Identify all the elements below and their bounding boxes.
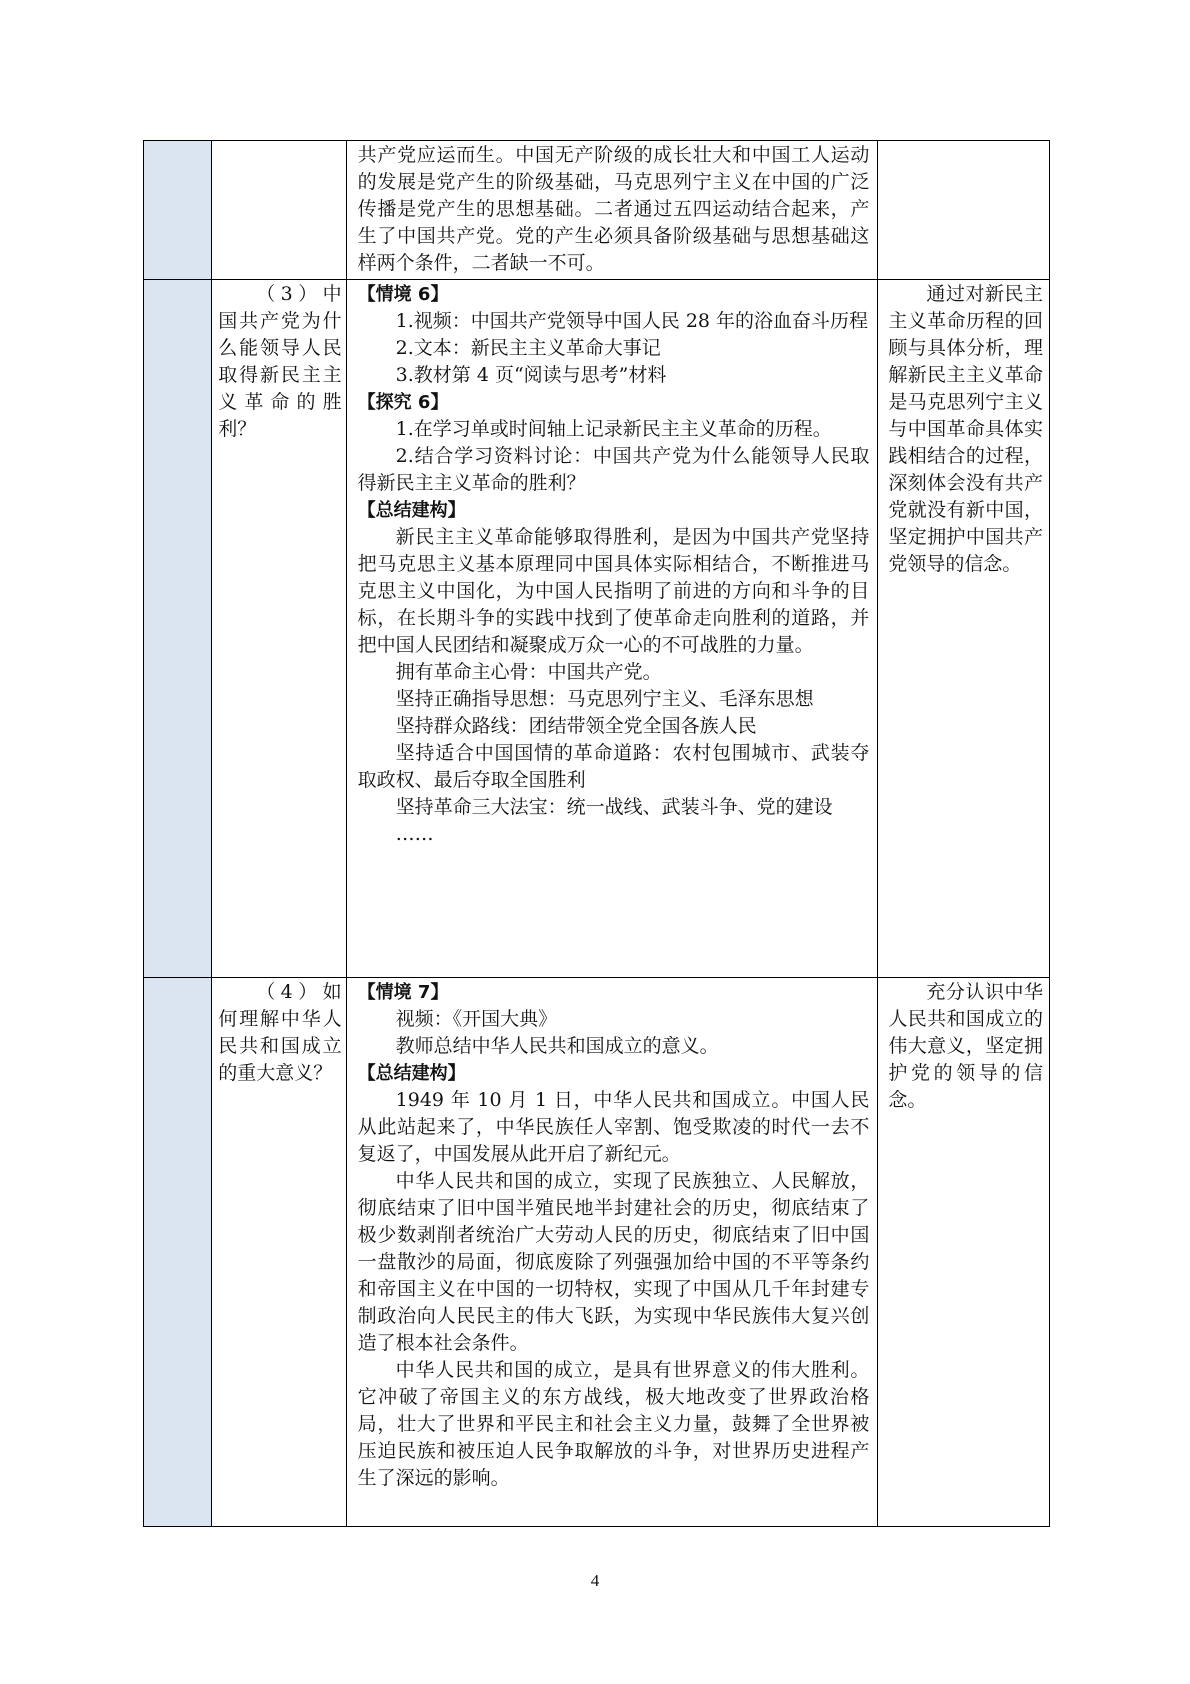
activity-paragraph: …… [395, 823, 434, 845]
activity-paragraph: 2.文本：新民主主义革命大事记 [395, 337, 661, 359]
goal-cell [878, 280, 1050, 978]
page-number: 4 [590, 1571, 600, 1590]
question-cell [212, 280, 346, 978]
section-heading: 【情境 7】 [357, 982, 449, 1003]
question-text: （3）中国共产党为什么能领导人民取得新民主主义革命的胜利？ [218, 283, 342, 440]
activity-cell [346, 978, 878, 1527]
table-row [144, 141, 1050, 280]
table-body [144, 141, 1050, 1527]
activity-paragraph: 1.在学习单或时间轴上记录新民主主义革命的历程。 [395, 418, 832, 440]
activity-paragraph: 2.结合学习资料讨论：中国共产党为什么能领导人民取得新民主主义革命的胜利？ [357, 445, 870, 494]
section-heading: 【探究 6】 [357, 392, 449, 413]
activity-paragraph: 坚持群众路线：团结带领全党全国各族人民 [395, 715, 757, 737]
activity-content [347, 141, 878, 277]
activity-paragraph: 1949 年 10 月 1 日，中华人民共和国成立。中国人民从此站起来了，中华民族任人宰割、饱受欺凌的时代一去不复返了，中国发展从此开启了新纪元。 [357, 1089, 870, 1165]
question-cell [212, 978, 346, 1527]
activity-paragraph: 新民主主义革命能够取得胜利，是因为中国共产党坚持把马克思主义基本原理同中国具体实际相结合，不断推进马克思主义中国化，为中国人民指明了前进的方向和斗争的目标，在长期斗争的实践中找到了使革命走向胜利的道路，并把中国人民团结和凝聚成万众一心的不可战胜的力量。 [357, 526, 870, 656]
activity-paragraph: 视频：《开国大典》 [395, 1008, 558, 1030]
activity-content [347, 280, 878, 848]
question-cell [212, 141, 346, 280]
goal-text: 通过对新民主主义革命历程的回顾与具体分析，理解新民主主义革命是马克思列宁主义与中国革命具体实践相结合的过程，深刻体会没有共产党就没有新中国，坚定拥护中国共产党领导的信念。 [888, 283, 1043, 575]
activity-paragraph: 教师总结中华人民共和国成立的意义。 [395, 1035, 719, 1057]
activity-paragraph: 1.视频：中国共产党领导中国人民 28 年的浴血奋斗历程 [395, 310, 869, 332]
activity-paragraph: 坚持正确指导思想：马克思列宁主义、毛泽东思想 [395, 688, 814, 710]
activity-paragraph: 中华人民共和国的成立，是具有世界意义的伟大胜利。它冲破了帝国主义的东方战线，极大地改变了世界政治格局，壮大了世界和平民主和社会主义力量，鼓舞了全世界被压迫民族和被压迫人民争取解放的斗争，对世界历史进程产生了深远的影响。 [357, 1359, 870, 1489]
activity-paragraph: 坚持适合中国国情的革命道路：农村包围城市、武装夺取政权、最后夺取全国胜利 [357, 742, 870, 791]
activity-paragraph: 3.教材第 4 页“阅读与思考”材料 [395, 364, 667, 386]
activity-paragraph: 共产党应运而生。中国无产阶级的成长壮大和中国工人运动的发展是党产生的阶级基础，马克思列宁主义在中国的广泛传播是党产生的思想基础。二者通过五四运动结合起来，产生了中国共产党。党的产生必须具备阶级基础与思想基础这样两个条件，二者缺一不可。 [357, 144, 870, 274]
lesson-plan-table [143, 140, 1050, 1527]
goal-text [878, 141, 1049, 142]
goal-text: 充分认识中华人民共和国成立的伟大意义，坚定拥护党的领导的信念。 [888, 981, 1043, 1111]
activity-cell [346, 280, 878, 978]
activity-cell [346, 141, 878, 280]
section-heading: 【总结建构】 [357, 500, 466, 521]
stage-cell [144, 978, 212, 1527]
activity-paragraph: 中华人民共和国的成立，实现了民族独立、人民解放，彻底结束了旧中国半殖民地半封建社会的历史，彻底结束了极少数剥削者统治广大劳动人民的历史，彻底结束了旧中国一盘散沙的局面，彻底废除了列强强加给中国的不平等条约和帝国主义在中国的一切特权，实现了中国从几千年封建专制政治向人民民主的伟大飞跃，为实现中华民族伟大复兴创造了根本社会条件。 [357, 1170, 870, 1354]
stage-cell [144, 280, 212, 978]
table-row [144, 280, 1050, 978]
section-heading: 【总结建构】 [357, 1063, 466, 1084]
question-text [212, 141, 345, 142]
goal-cell [878, 978, 1050, 1527]
activity-paragraph: 坚持革命三大法宝：统一战线、武装斗争、党的建设 [395, 796, 833, 818]
activity-content [347, 978, 878, 1492]
stage-cell [144, 141, 212, 280]
question-text: （4）如何理解中华人民共和国成立的重大意义？ [218, 981, 342, 1084]
goal-cell [878, 141, 1050, 280]
table-row [144, 978, 1050, 1527]
section-heading: 【情境 6】 [357, 284, 449, 305]
activity-paragraph: 拥有革命主心骨：中国共产党。 [395, 661, 662, 683]
